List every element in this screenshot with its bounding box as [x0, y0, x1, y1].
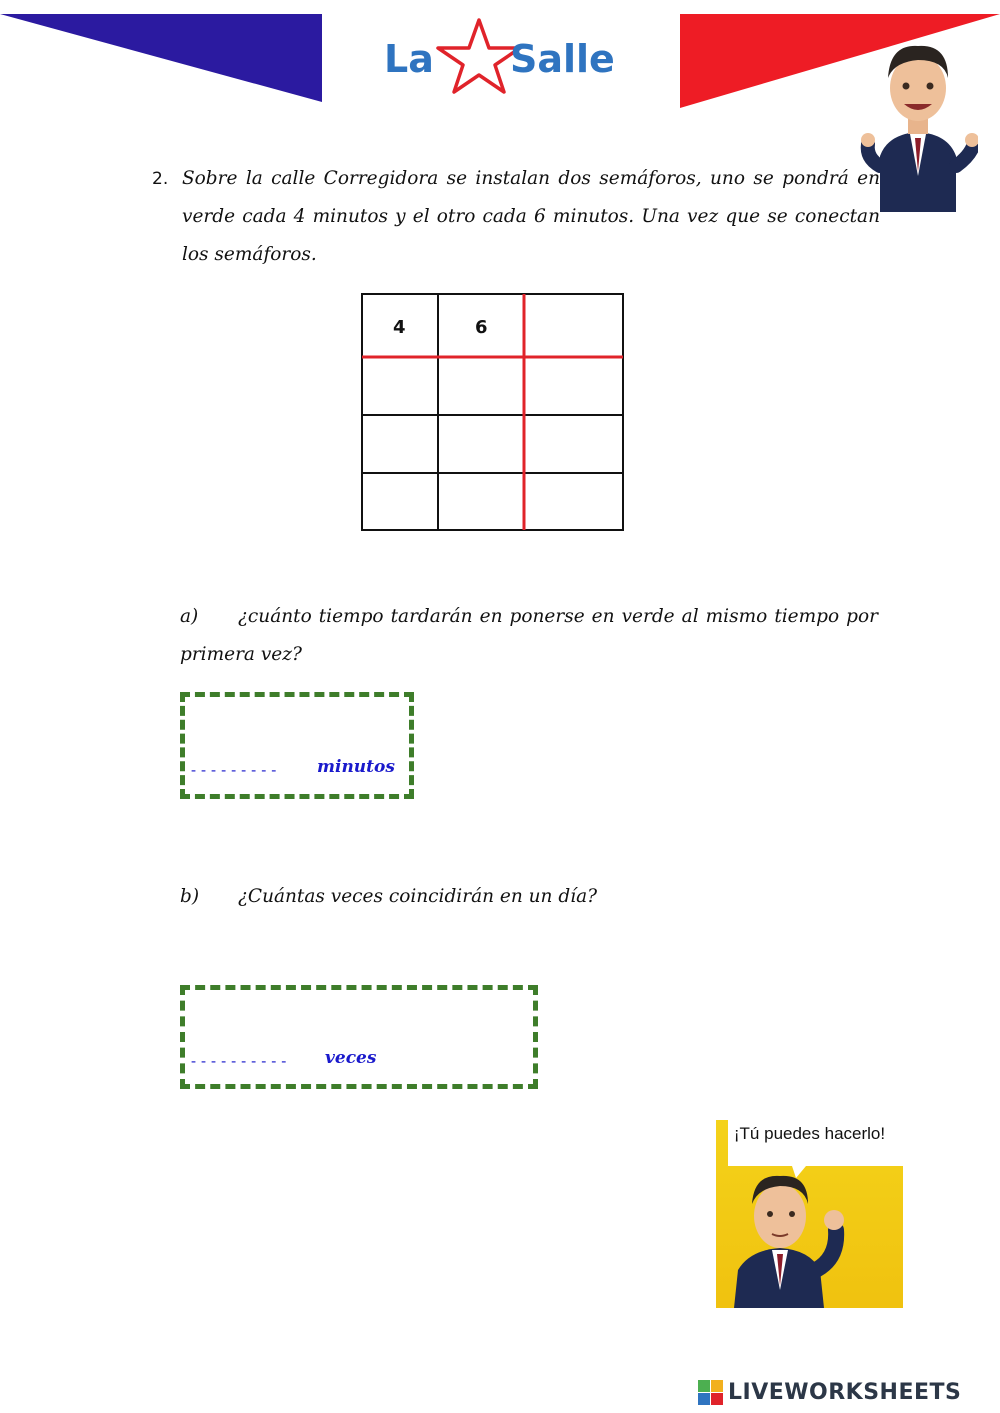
- problem-number: 2.: [152, 169, 169, 189]
- lcm-table: [361, 293, 624, 531]
- problem-text: Sobre la calle Corregidora se instalan dos semáforos, uno se pondrá en verde cada 4 minutos y el otro cada 6 minutos. Una vez que se conectan los semáforos.: [182, 168, 880, 265]
- liveworksheets-text: LIVEWORKSHEETS: [728, 1380, 962, 1405]
- answer-box-a[interactable]: [180, 692, 414, 799]
- question-a-letter: a): [180, 606, 199, 627]
- la-salle-logo: [382, 14, 622, 94]
- question-a: [180, 598, 878, 674]
- answer-b-unit: veces: [325, 1048, 377, 1068]
- question-b-letter: b): [180, 886, 200, 907]
- table-header-cell: 4: [393, 317, 406, 338]
- teacher-avatar-fist: [716, 1120, 903, 1308]
- logo-text-right: Salle: [510, 37, 615, 81]
- liveworksheets-logo-icon: [698, 1380, 724, 1406]
- liveworksheets-brand: [698, 1378, 994, 1408]
- star-icon: [438, 20, 520, 92]
- answer-b-blank[interactable]: ----------: [189, 1052, 290, 1070]
- question-b: [180, 878, 878, 916]
- problem-statement: [152, 160, 880, 274]
- blue-banner: [0, 14, 322, 102]
- answer-box-b[interactable]: [180, 985, 538, 1089]
- logo-text-left: La: [384, 37, 434, 81]
- encouragement-card: [716, 1120, 903, 1308]
- answer-a-blank[interactable]: ---------: [189, 761, 280, 779]
- table-header-cell: 6: [475, 317, 488, 338]
- question-a-text: ¿cuánto tiempo tardarán en ponerse en verde al mismo tiempo por primera vez?: [180, 606, 878, 665]
- question-b-text: ¿Cuántas veces coincidirán en un día?: [238, 886, 598, 907]
- answer-a-unit: minutos: [317, 757, 395, 777]
- encouragement-text: ¡Tú puedes hacerlo!: [733, 1124, 886, 1143]
